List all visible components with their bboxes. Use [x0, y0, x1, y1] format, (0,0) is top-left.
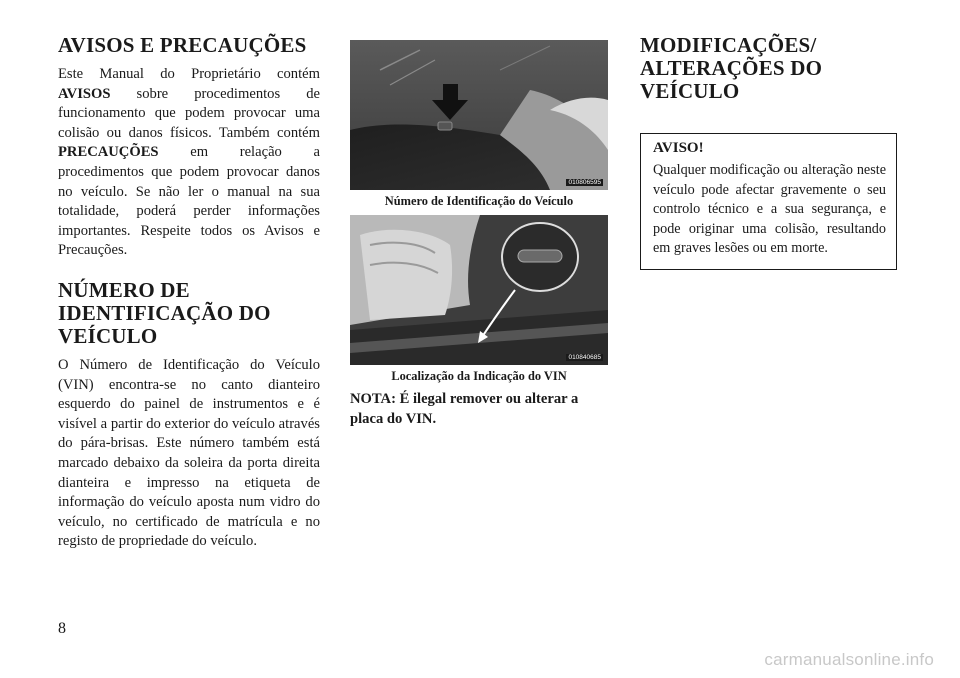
warnings-text-2: sobre procedimentos de funcionamento que podem provocar uma colisão ou danos físicos. Também contém: [58, 85, 320, 141]
figure-code: 010840685: [568, 354, 601, 361]
left-column: [58, 34, 320, 552]
vin-note: NOTA: É ilegal remover ou alterar a placa do VIN.: [350, 391, 579, 427]
warnings-text-1: Este Manual do Proprietário contém: [58, 66, 320, 82]
warnings-paragraph: [58, 65, 320, 261]
vin-paragraph: O Número de Identificação do Veículo (VIN) encontra-se no canto dianteiro esquerdo do painel de instrumentos e é visível a partir do exterior do veículo através do pára-brisas. Este número também está marcado debaixo da soleira da porta direita dianteira e impresso na etiqueta de informação do veículo aposta num vidro do veículo, no certificado de matrícula e no registo de propriedade do veículo.: [58, 356, 320, 550]
windshield-dashboard-illustration: [350, 40, 608, 190]
modifications-title: MODIFICAÇÕES/ ALTERAÇÕES DO VEÍCULO: [640, 33, 823, 103]
warning-text: Qualquer modificação ou alteração neste veículo pode afectar gravemente o seu controlo técnico e a sua segurança, e pode originar uma colisão, resultando em graves lesões ou em morte.: [653, 162, 886, 257]
vin-title: NÚMERO DE IDENTIFICAÇÃO DO VEÍCULO: [58, 277, 271, 348]
middle-column: [350, 34, 608, 429]
vin-location-photo: [350, 215, 608, 365]
right-column: [640, 34, 897, 270]
seat-sill-illustration: [350, 215, 608, 365]
figure-code: 010806595: [568, 179, 601, 186]
warning-box: [640, 133, 897, 270]
warning-title: AVISO!: [653, 140, 704, 156]
watermark: carmanualsonline.info: [764, 650, 934, 669]
figure-caption-2: Localização da Indicação do VIN: [391, 369, 567, 383]
warnings-title: AVISOS E PRECAUÇÕES: [58, 33, 307, 57]
precaucoes-emphasis: PRECAUÇÕES: [58, 144, 159, 161]
avisos-emphasis: AVISOS: [58, 85, 111, 102]
vin-plate-photo: [350, 40, 608, 190]
figure-caption-1: Número de Identificação do Veículo: [384, 194, 574, 208]
warnings-text-3: em relação a procedimentos que podem provocar danos no veículo. Se não ler o manual na sua totalidade, poderá perder informações importantes. Respeite todos os Avisos e Precauções.: [58, 144, 320, 259]
page-number: 8: [58, 620, 66, 637]
